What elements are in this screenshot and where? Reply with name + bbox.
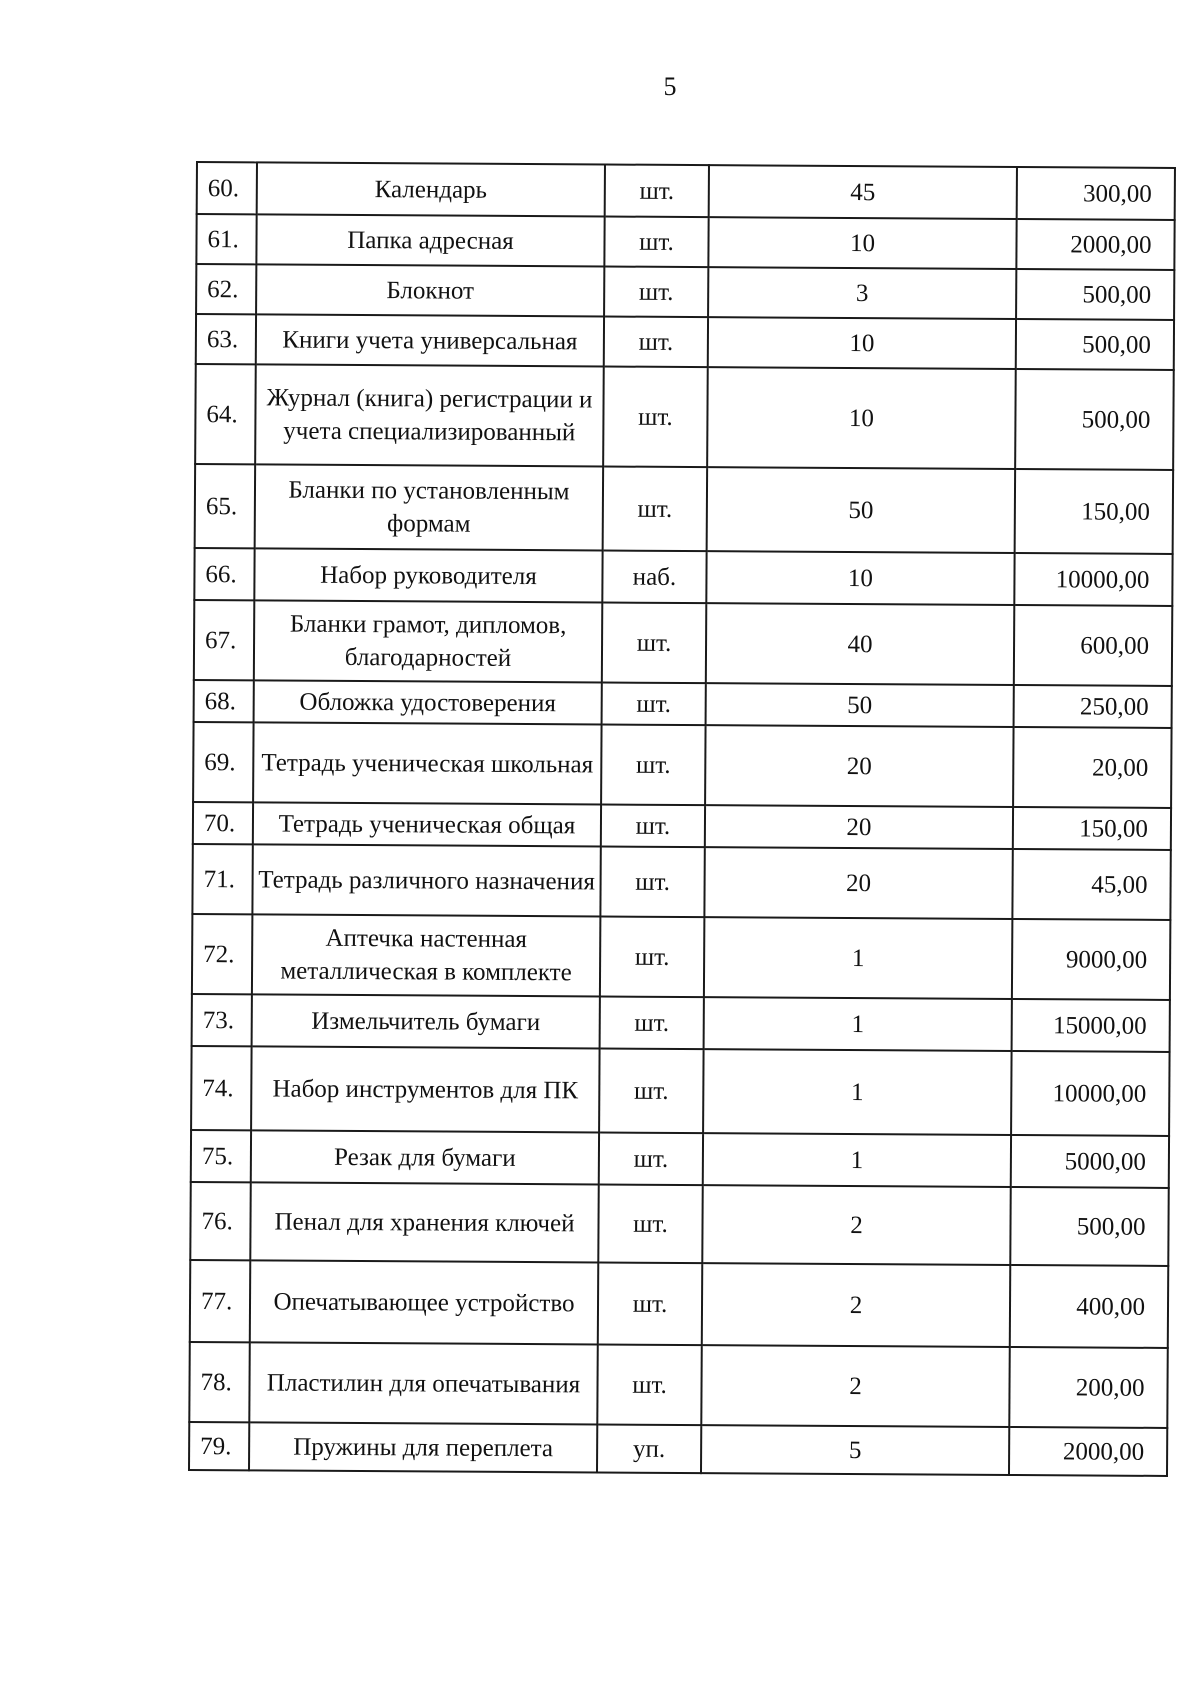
table-row: [194, 680, 1172, 728]
row-number-cell: 78.: [189, 1342, 249, 1422]
item-name-cell: Тетрадь различного назначения: [252, 844, 600, 916]
row-number-cell: 79.: [189, 1422, 249, 1470]
item-name-cell: Книги учета универсальная: [256, 314, 604, 366]
unit-cell: наб.: [602, 550, 706, 603]
amount-cell: 15000,00: [1012, 999, 1170, 1052]
table-row: [192, 914, 1170, 1000]
item-name-cell: Опечатывающее устройство: [250, 1260, 598, 1344]
unit-cell: шт.: [603, 466, 708, 551]
unit-cell: шт.: [603, 366, 708, 467]
table-row: [193, 722, 1171, 808]
item-name-cell: Пластилин для опечатывания: [249, 1342, 597, 1424]
item-name-cell: Календарь: [257, 162, 605, 216]
quantity-cell: 10: [708, 217, 1016, 269]
unit-cell: шт.: [601, 804, 705, 847]
item-name-cell: Обложка удостоверения: [254, 680, 602, 724]
item-name-cell: Аптечка настенная металлическая в комплекте: [252, 914, 600, 996]
quantity-cell: 1: [703, 1049, 1012, 1135]
table-row: [194, 600, 1172, 686]
row-number-cell: 75.: [191, 1130, 251, 1182]
quantity-cell: 10: [708, 317, 1016, 369]
table-row: [196, 214, 1174, 270]
row-number-cell: 63.: [196, 314, 256, 364]
table-row: [192, 994, 1170, 1052]
item-name-cell: Тетрадь ученическая общая: [253, 802, 601, 846]
item-name-cell: Журнал (книга) регистрации и учета специализированный: [255, 364, 604, 466]
amount-cell: 500,00: [1015, 369, 1174, 470]
amount-cell: 20,00: [1013, 727, 1171, 808]
amount-cell: 10000,00: [1014, 553, 1172, 606]
item-name-cell: Блокнот: [256, 264, 604, 316]
quantity-cell: 3: [708, 267, 1016, 319]
unit-cell: шт.: [605, 164, 709, 217]
quantity-cell: 40: [706, 603, 1014, 685]
unit-cell: шт.: [602, 682, 706, 725]
table-row: [189, 1342, 1167, 1428]
amount-cell: 500,00: [1016, 319, 1174, 370]
row-number-cell: 70.: [193, 802, 253, 844]
row-number-cell: 68.: [194, 680, 254, 722]
amount-cell: 300,00: [1017, 167, 1175, 220]
table-row: [193, 802, 1171, 850]
unit-cell: шт.: [598, 1262, 702, 1345]
row-number-cell: 73.: [192, 994, 252, 1046]
item-name-cell: Набор инструментов для ПК: [251, 1046, 600, 1132]
table-row: [190, 1182, 1168, 1266]
row-number-cell: 74.: [191, 1046, 252, 1130]
amount-cell: 500,00: [1010, 1187, 1168, 1266]
amount-cell: 150,00: [1015, 469, 1174, 554]
quantity-cell: 20: [705, 805, 1013, 849]
unit-cell: шт.: [600, 846, 704, 917]
unit-cell: шт.: [598, 1184, 702, 1263]
quantity-cell: 50: [706, 683, 1014, 727]
quantity-cell: 10: [707, 367, 1016, 469]
table-row: [196, 264, 1174, 320]
item-name-cell: Пенал для хранения ключей: [250, 1182, 598, 1262]
row-number-cell: 61.: [196, 214, 256, 264]
items-table: [188, 161, 1176, 1477]
unit-cell: шт.: [597, 1344, 701, 1425]
items-table-body: [189, 162, 1175, 1476]
quantity-cell: 2: [702, 1185, 1010, 1265]
quantity-cell: 1: [704, 997, 1012, 1051]
table-row: [190, 1260, 1168, 1348]
table-row: [189, 1422, 1167, 1476]
item-name-cell: Папка адресная: [256, 214, 604, 266]
row-number-cell: 77.: [190, 1260, 250, 1342]
item-name-cell: Резак для бумаги: [251, 1130, 599, 1184]
unit-cell: шт.: [600, 916, 704, 997]
row-number-cell: 65.: [195, 464, 256, 548]
amount-cell: 200,00: [1009, 1347, 1167, 1428]
row-number-cell: 76.: [190, 1182, 250, 1260]
table-row: [197, 162, 1175, 220]
unit-cell: шт.: [604, 216, 708, 267]
page-number: 5: [663, 72, 677, 101]
table-row: [192, 844, 1170, 920]
quantity-cell: 50: [707, 467, 1016, 553]
amount-cell: 10000,00: [1011, 1051, 1170, 1136]
quantity-cell: 45: [709, 165, 1017, 219]
quantity-cell: 2: [701, 1345, 1009, 1427]
amount-cell: 400,00: [1010, 1265, 1168, 1348]
item-name-cell: Пружины для переплета: [249, 1422, 597, 1472]
quantity-cell: 1: [704, 917, 1012, 999]
table-row: [191, 1046, 1169, 1136]
row-number-cell: 67.: [194, 600, 254, 680]
amount-cell: 9000,00: [1012, 919, 1170, 1000]
table-row: [195, 364, 1174, 470]
unit-cell: шт.: [599, 1048, 704, 1133]
row-number-cell: 60.: [197, 162, 257, 214]
amount-cell: 150,00: [1013, 807, 1171, 850]
row-number-cell: 66.: [194, 548, 254, 600]
item-name-cell: Набор руководителя: [254, 548, 602, 602]
item-name-cell: Бланки грамот, дипломов, благодарностей: [254, 600, 602, 682]
table-row: [194, 548, 1172, 606]
table-row: [191, 1130, 1169, 1188]
quantity-cell: 20: [704, 847, 1012, 919]
amount-cell: 2000,00: [1009, 1427, 1167, 1476]
item-name-cell: Тетрадь ученическая школьная: [253, 722, 601, 804]
quantity-cell: 10: [706, 551, 1014, 605]
amount-cell: 600,00: [1014, 605, 1172, 686]
row-number-cell: 62.: [196, 264, 256, 314]
unit-cell: шт.: [604, 316, 708, 367]
table-row: [195, 464, 1173, 554]
amount-cell: 2000,00: [1016, 219, 1174, 270]
unit-cell: шт.: [602, 602, 706, 683]
row-number-cell: 69.: [193, 722, 253, 802]
item-name-cell: Измельчитель бумаги: [252, 994, 600, 1048]
unit-cell: шт.: [599, 1132, 703, 1185]
quantity-cell: 2: [702, 1263, 1010, 1347]
table-row: [196, 314, 1174, 370]
quantity-cell: 20: [705, 725, 1013, 807]
amount-cell: 45,00: [1012, 849, 1170, 920]
unit-cell: шт.: [600, 996, 704, 1049]
row-number-cell: 71.: [192, 844, 252, 914]
quantity-cell: 5: [701, 1425, 1009, 1475]
unit-cell: шт.: [601, 724, 705, 805]
unit-cell: уп.: [597, 1424, 701, 1473]
amount-cell: 500,00: [1016, 269, 1174, 320]
unit-cell: шт.: [604, 266, 708, 317]
item-name-cell: Бланки по установленным формам: [255, 464, 604, 550]
quantity-cell: 1: [703, 1133, 1011, 1187]
amount-cell: 5000,00: [1011, 1135, 1169, 1188]
amount-cell: 250,00: [1014, 685, 1172, 728]
row-number-cell: 64.: [195, 364, 256, 464]
row-number-cell: 72.: [192, 914, 252, 994]
